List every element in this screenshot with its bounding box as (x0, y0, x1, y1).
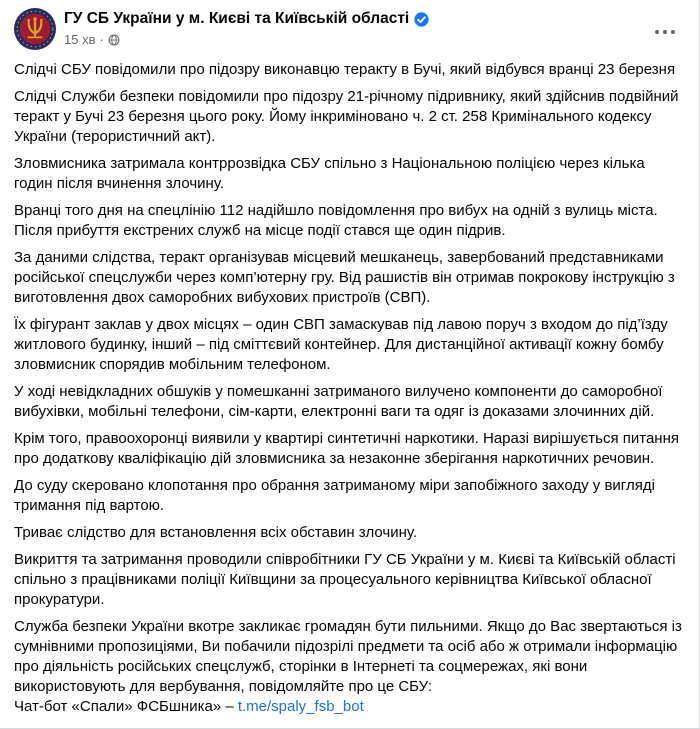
page-name-link[interactable]: ГУ СБ України у м. Києві та Київській області (64, 10, 410, 27)
post-meta (64, 32, 429, 48)
post-paragraph (14, 617, 687, 717)
globe-public-icon (108, 34, 120, 46)
page-avatar[interactable] (14, 8, 56, 50)
post-body (0, 56, 699, 717)
post-paragraph: Зловмисника затримала контррозвідка СБУ спільно з Національною поліцією через кілька годин після вчинення злочину. (14, 155, 645, 192)
post-paragraph: Слідчі СБУ повідомили про підозру виконавцю теракту в Бучі, який відбувся вранці 23 березня (14, 61, 676, 78)
header-info (64, 8, 429, 48)
verified-badge-icon (414, 12, 429, 27)
chatbot-label: Чат-бот «Спали» ФСБшника» – (14, 698, 238, 715)
sbu-emblem-icon (14, 8, 56, 50)
post-paragraph: Вранці того дня на спецлінію 112 надійшло повідомлення про вибух на одній з вулиць міста. Після прибуття екстрених служб на місце події стався ще один підрив. (14, 202, 658, 239)
post-paragraph: У ході невідкладних обшуків у помешканні затриманого вилучено компоненти до саморобної вибухівки, мобільні телефони, сім-карти, електронні ваги та одяг із доказами злочинних дій. (14, 383, 663, 420)
post-timestamp[interactable]: 15 хв (64, 32, 96, 47)
more-options-button[interactable] (647, 22, 683, 42)
post-paragraph: За даними слідства, теракт організував місцевий мешканець, завербований представниками російської спецслужби через комп’ютерну гру. Від рашистів він отримав покрокову інструкцію з виготовлення двох саморобних вибухових пристроїв (СВП). (14, 249, 675, 306)
telegram-bot-link[interactable]: t.me/spaly_fsb_bot (237, 698, 364, 715)
post-paragraph: Крім того, правоохоронці виявили у квартирі синтетичні наркотики. Наразі вирішується питання про додаткову кваліфікацію дій зловмисника за незаконне зберігання наркотичних речовин. (14, 430, 679, 467)
post-paragraph: Викриття та затримання проводили співробітники ГУ СБ України у м. Києві та Київській області спільно з працівниками поліції Київщини за процесуального керівництва Київської обласної прокуратури. (14, 551, 676, 608)
three-dots-menu-icon (655, 30, 659, 34)
page-name-row (64, 9, 429, 29)
post-header (0, 0, 699, 56)
post-paragraph: Слідчі Служби безпеки повідомили про підозру 21-річному підривнику, який здійснив подвійний теракт у Бучі 23 березня цього року. Йому інкриміновано ч. 2 ст. 258 Кримінального кодексу України (терористичний акт). (14, 88, 679, 145)
paragraph-text: Служба безпеки України вкотре закликає громадян бути пильними. Якщо до Вас звертаються із сумнівними пропозиціями, Ви побачили підозрілі предмети та осіб або ж отримали інформацію про діяльність російських спецслужб, сторінки в Інтернеті та соцмережах, які вони використовують для вербування, повідомляйте про це СБУ: (14, 618, 682, 695)
post-paragraph: Триває слідство для встановлення всіх обставин злочину. (14, 524, 418, 541)
post-paragraph: Їх фігурант заклав у двох місцях – один СВП замаскував під лавою поруч з входом до під’їзду житлового будинку, інший – під сміттєвий контейнер. Для дистанційної активації кожну бомбу зловмисник спорядив мобільним телефоном. (14, 316, 668, 373)
post-paragraph: До суду скеровано клопотання про обрання затриманому міри запобіжного заходу у вигляді тримання під вартою. (14, 477, 655, 514)
meta-separator: · (99, 32, 104, 47)
